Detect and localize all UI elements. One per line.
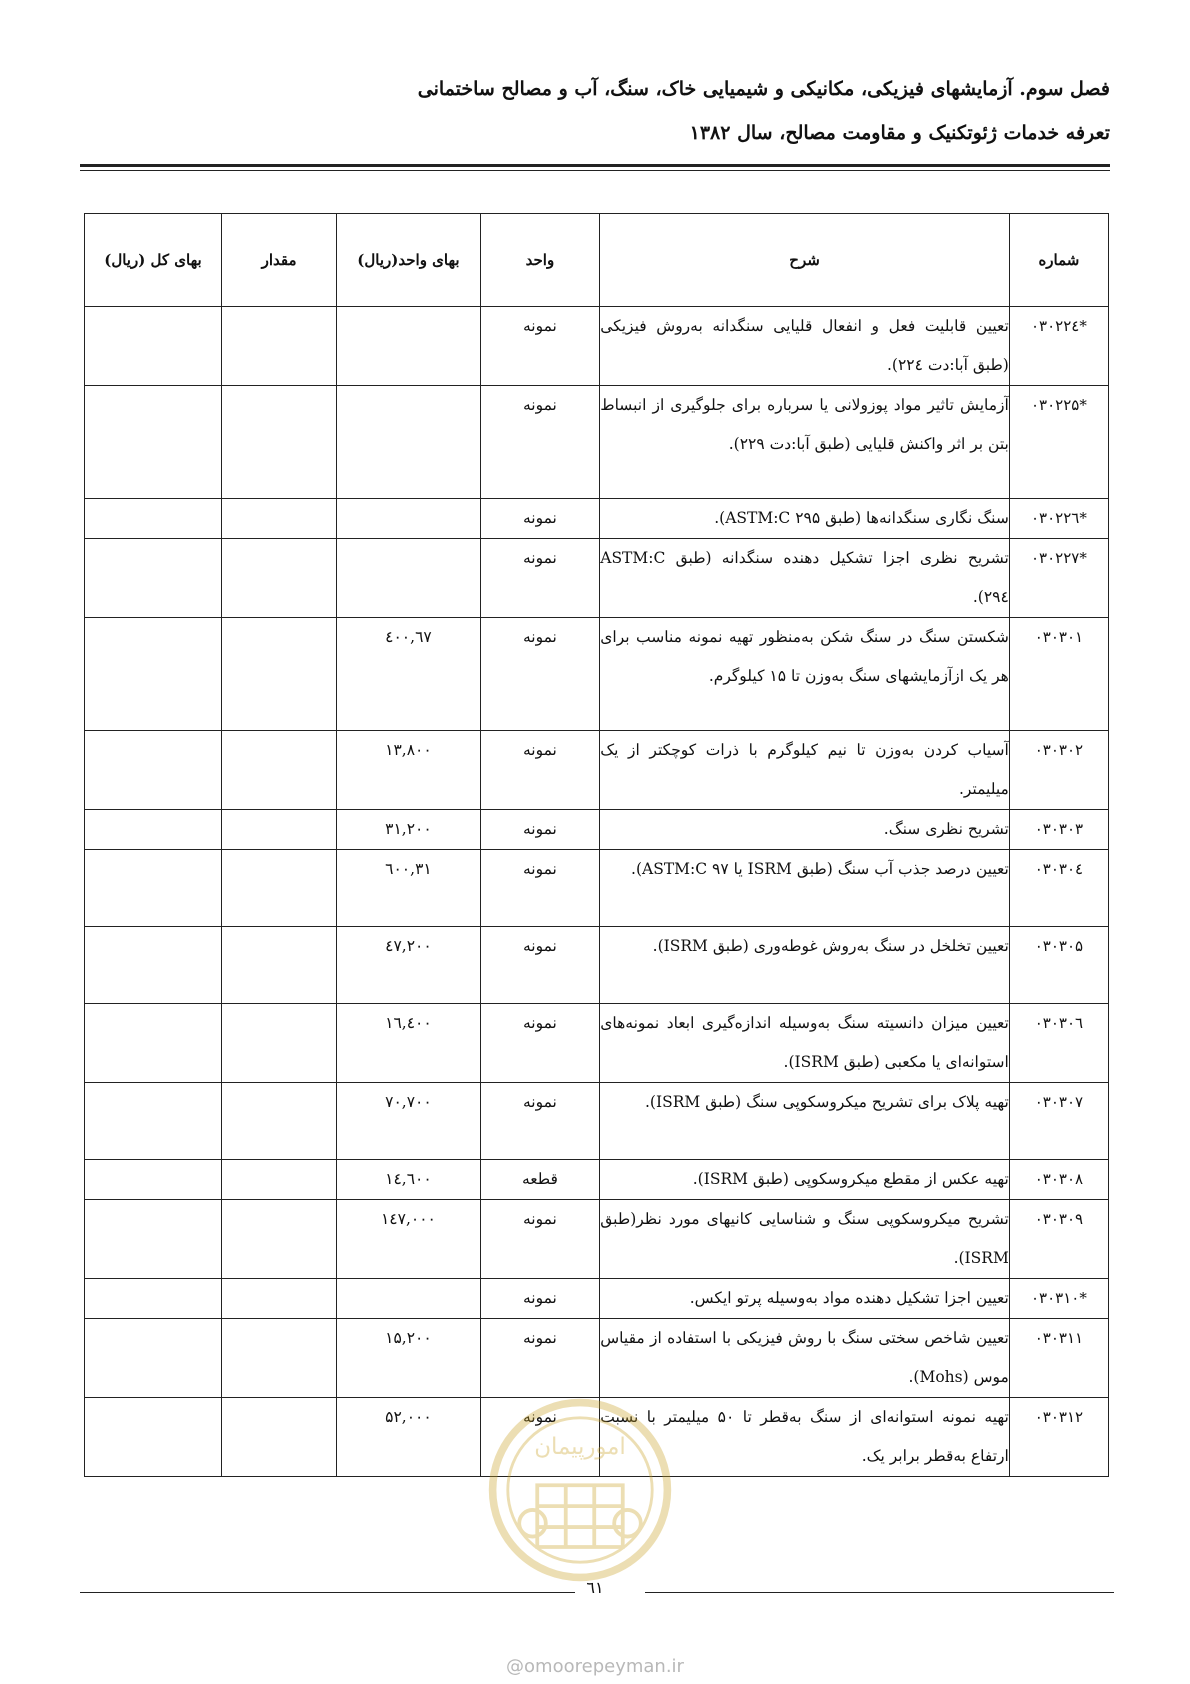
chapter-title: فصل سوم. آزمایشهای فیزیکی، مکانیکی و شیمیایی خاک، سنگ، آب و مصالح ساختمانی [417, 78, 1110, 100]
row-unit-price [337, 1279, 480, 1319]
table-row [85, 1279, 1109, 1319]
row-description: آسیاب کردن به‌وزن تا نیم کیلوگرم با ذرات کوچکتر از یک میلیمتر. [600, 731, 1010, 810]
tariff-table [84, 213, 1109, 1477]
table-row [85, 307, 1109, 386]
row-quantity [221, 1004, 336, 1083]
row-quantity [221, 810, 336, 850]
row-unit: نمونه [480, 810, 600, 850]
row-unit: نمونه [480, 927, 600, 1004]
row-unit: نمونه [480, 618, 600, 731]
row-description: تعیین اجزا تشکیل دهنده مواد به‌وسیله پرتو ایکس. [600, 1279, 1010, 1319]
row-total [85, 618, 222, 731]
row-description: تعیین قابلیت فعل و انفعال قلیایی سنگدانه به‌روش فیزیکی (طبق آبا:دت ۲۲٤). [600, 307, 1010, 386]
row-unit: نمونه [480, 539, 600, 618]
row-unit: نمونه [480, 386, 600, 499]
row-total [85, 539, 222, 618]
row-unit-price: ۳۱,٦۰۰ [337, 850, 480, 927]
row-unit: نمونه [480, 1398, 600, 1477]
seal-logo-icon [485, 1395, 675, 1585]
page-number: ٦۱ [586, 1578, 604, 1597]
row-quantity [221, 1200, 336, 1279]
row-unit-price: ٤۷,۲۰۰ [337, 927, 480, 1004]
row-code: ۰۳۰۳۰۲ [1009, 731, 1108, 810]
row-code: ۰۳۰۳۰۵ [1009, 927, 1108, 1004]
row-unit: نمونه [480, 499, 600, 539]
row-description: آزمایش تاثیر مواد پوزولانی یا سرباره برای جلوگیری از انبساط بتن بر اثر واکنش قلیایی (طبق آبا:دت ۲۲۹). [600, 386, 1010, 499]
row-description: تشریح میکروسکوپی سنگ و شناسایی کانیهای مورد نظر(طبق ISRM). [600, 1200, 1010, 1279]
row-code: ۰۳۰۳۰٦ [1009, 1004, 1108, 1083]
row-description: تهیه پلاک برای تشریح میکروسکوپی سنگ (طبق ISRM). [600, 1083, 1010, 1160]
row-description: تهیه عکس از مقطع میکروسکوپی (طبق ISRM). [600, 1160, 1010, 1200]
row-total [85, 1398, 222, 1477]
header-rule-thin [80, 170, 1110, 171]
site-watermark: @omoorepeyman.ir [506, 1656, 684, 1677]
row-quantity [221, 307, 336, 386]
table-row [85, 499, 1109, 539]
row-unit-price [337, 386, 480, 499]
row-quantity [221, 1398, 336, 1477]
header-total: بهای کل (ریال) [85, 214, 222, 307]
table-row [85, 539, 1109, 618]
row-code: ۰۳۰۳۰۷ [1009, 1083, 1108, 1160]
row-unit: نمونه [480, 1200, 600, 1279]
table-row [85, 1200, 1109, 1279]
row-quantity [221, 1279, 336, 1319]
row-code: *۰۳۰۲۲٦ [1009, 499, 1108, 539]
row-description: سنگ نگاری سنگدانه‌ها (طبق ASTM:C ۲۹۵). [600, 499, 1010, 539]
row-code: ۰۳۰۳۱۱ [1009, 1319, 1108, 1398]
row-description: تشریح نظری اجزا تشکیل دهنده سنگدانه (طبق ASTM:C ۲۹٤). [600, 539, 1010, 618]
row-quantity [221, 1083, 336, 1160]
header-code: شماره [1009, 214, 1108, 307]
row-code: *۰۳۰۳۱۰ [1009, 1279, 1108, 1319]
row-code: ۰۳۰۳۰۳ [1009, 810, 1108, 850]
row-unit: نمونه [480, 307, 600, 386]
row-unit: نمونه [480, 850, 600, 927]
row-description: تعیین شاخص سختی سنگ با روش فیزیکی با استفاده از مقیاس موس (Mohs). [600, 1319, 1010, 1398]
row-quantity [221, 1160, 336, 1200]
table-row [85, 927, 1109, 1004]
row-total [85, 499, 222, 539]
row-quantity [221, 499, 336, 539]
row-total [85, 731, 222, 810]
row-total [85, 307, 222, 386]
header-description: شرح [600, 214, 1010, 307]
row-code: ۰۳۰۳۰٤ [1009, 850, 1108, 927]
header-quantity: مقدار [221, 214, 336, 307]
header-unit-price: بهای واحد(ریال) [337, 214, 480, 307]
row-unit-price: ۱٤,٦۰۰ [337, 1160, 480, 1200]
row-total [85, 1160, 222, 1200]
header-rule [80, 164, 1110, 167]
row-code: *۰۳۰۲۲۵ [1009, 386, 1108, 499]
row-unit: نمونه [480, 1083, 600, 1160]
row-unit-price [337, 307, 480, 386]
table-row [85, 810, 1109, 850]
row-code: *۰۳۰۲۲۷ [1009, 539, 1108, 618]
row-description: تهیه نمونه استوانه‌ای از سنگ به‌قطر تا ۵۰ میلیمتر با نسبت ارتفاع به‌قطر برابر یک. [600, 1398, 1010, 1477]
row-total [85, 850, 222, 927]
row-unit: نمونه [480, 1004, 600, 1083]
row-unit-price: ٦۷,٤۰۰ [337, 618, 480, 731]
seal-text: امورپیمان [534, 1433, 626, 1460]
row-code: ۰۳۰۳۰۹ [1009, 1200, 1108, 1279]
row-total [85, 386, 222, 499]
footer-rule-right [645, 1592, 1114, 1593]
row-unit-price: ۷۰,۷۰۰ [337, 1083, 480, 1160]
row-quantity [221, 618, 336, 731]
row-unit-price: ۱٤۷,۰۰۰ [337, 1200, 480, 1279]
table-row [85, 1160, 1109, 1200]
row-total [85, 1279, 222, 1319]
row-unit-price: ۵۲,۰۰۰ [337, 1398, 480, 1477]
row-unit-price [337, 499, 480, 539]
table-row [85, 731, 1109, 810]
table-row [85, 386, 1109, 499]
table-row [85, 1083, 1109, 1160]
row-code: ۰۳۰۳۰۸ [1009, 1160, 1108, 1200]
row-description: تعیین میزان دانسیته سنگ به‌وسیله اندازه‌گیری ابعاد نمونه‌های استوانه‌ای یا مکعبی (طبق ISRM). [600, 1004, 1010, 1083]
row-quantity [221, 927, 336, 1004]
row-unit: نمونه [480, 731, 600, 810]
row-unit: نمونه [480, 1279, 600, 1319]
row-quantity [221, 731, 336, 810]
row-unit-price [337, 539, 480, 618]
header-unit: واحد [480, 214, 600, 307]
row-total [85, 1319, 222, 1398]
row-quantity [221, 386, 336, 499]
table-header-row [85, 214, 1109, 307]
row-unit: قطعه [480, 1160, 600, 1200]
row-unit-price: ۳۱,۲۰۰ [337, 810, 480, 850]
row-total [85, 927, 222, 1004]
row-code: *۰۳۰۲۲٤ [1009, 307, 1108, 386]
row-total [85, 1083, 222, 1160]
row-total [85, 1004, 222, 1083]
row-quantity [221, 539, 336, 618]
row-code: ۰۳۰۳۰۱ [1009, 618, 1108, 731]
row-quantity [221, 850, 336, 927]
row-unit-price: ۱۵,۲۰۰ [337, 1319, 480, 1398]
table-row [85, 1004, 1109, 1083]
table-row [85, 850, 1109, 927]
row-description: تعیین تخلخل در سنگ به‌روش غوطه‌وری (طبق ISRM). [600, 927, 1010, 1004]
row-total [85, 810, 222, 850]
row-unit-price: ۱۳,۸۰۰ [337, 731, 480, 810]
row-description: تشریح نظری سنگ. [600, 810, 1010, 850]
row-total [85, 1200, 222, 1279]
table-row [85, 618, 1109, 731]
tariff-subtitle: تعرفه خدمات ژئوتکنیک و مقاومت مصالح، سال ۱۳۸۲ [689, 122, 1110, 144]
row-quantity [221, 1319, 336, 1398]
table-row [85, 1319, 1109, 1398]
footer-rule-left [80, 1592, 575, 1593]
row-code: ۰۳۰۳۱۲ [1009, 1398, 1108, 1477]
row-unit: نمونه [480, 1319, 600, 1398]
row-description: شکستن سنگ در سنگ شکن به‌منظور تهیه نمونه مناسب برای هر یک ازآزمایشهای سنگ به‌وزن تا ۱۵ کیلوگرم. [600, 618, 1010, 731]
row-description: تعیین درصد جذب آب سنگ (طبق ISRM یا ASTM:C ۹۷). [600, 850, 1010, 927]
row-unit-price: ۱٦,٤۰۰ [337, 1004, 480, 1083]
